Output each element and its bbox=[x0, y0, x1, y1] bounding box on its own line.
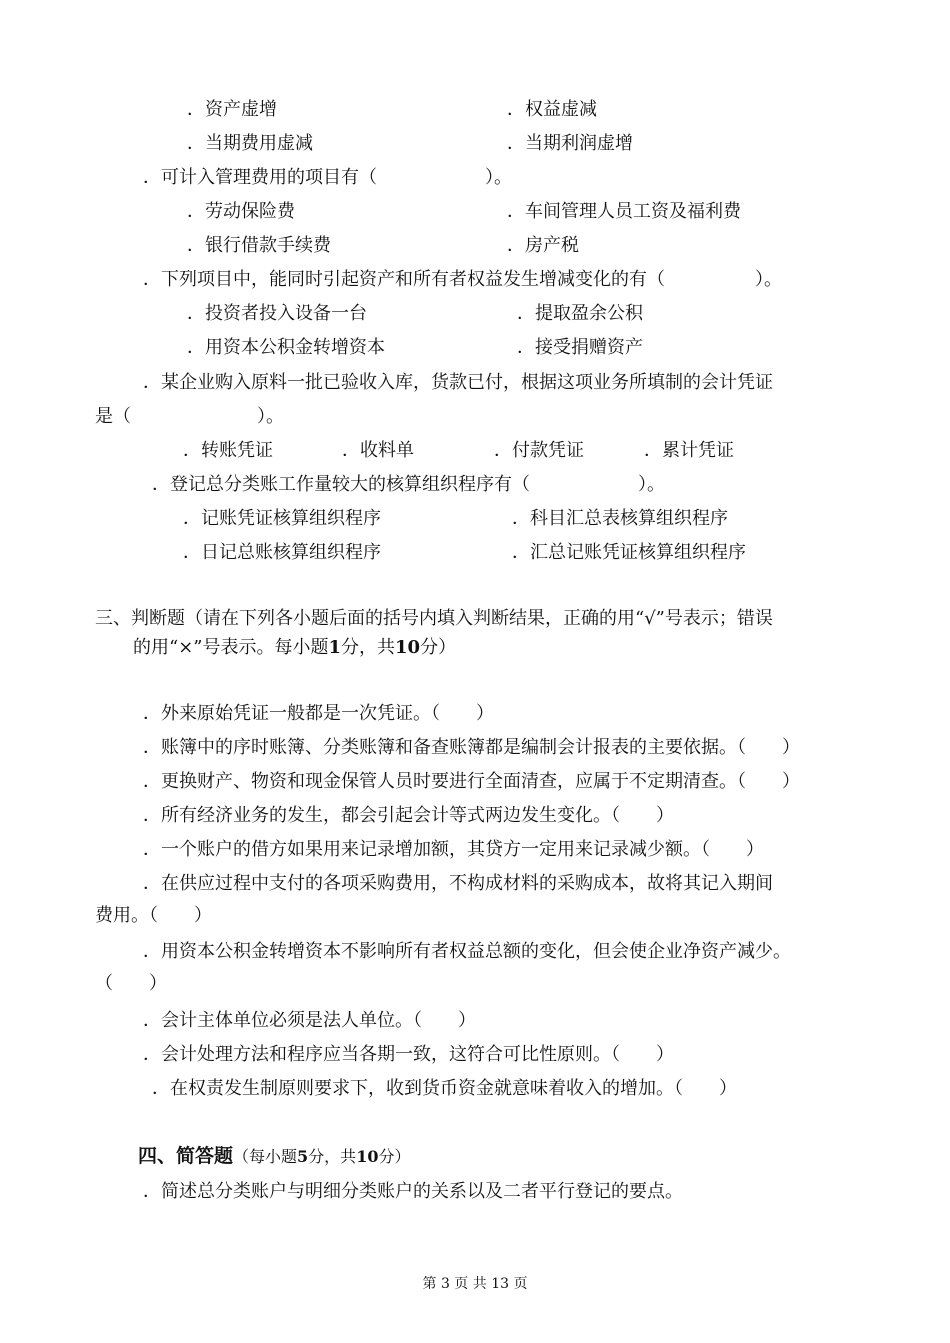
option-a: ．投资者投入设备一台 bbox=[187, 303, 367, 324]
option-d: ．房产税 bbox=[507, 235, 579, 256]
short-answer-item: ．简述总分类账户与明细分类账户的关系以及二者平行登记的要点。 bbox=[143, 1181, 683, 1202]
page-footer: 第 3 页 共 13 页 bbox=[422, 1276, 528, 1292]
tf-item-continuation: （ ） bbox=[95, 973, 167, 994]
tf-item: ．会计处理方法和程序应当各期一致，这符合可比性原则。（ ） bbox=[143, 1044, 674, 1065]
option-a: ．劳动保险费 bbox=[187, 201, 295, 222]
option-d: ．当期利润虚增 bbox=[507, 133, 633, 154]
option-b: ．车间管理人员工资及福利费 bbox=[507, 201, 741, 222]
option-a: ．资产虚增 bbox=[187, 99, 277, 120]
question-stem-line2: 是（ ）。 bbox=[95, 406, 284, 427]
tf-item: ．外来原始凭证一般都是一次凭证。（ ） bbox=[143, 703, 494, 724]
tf-item: ．在权责发生制原则要求下，收到货币资金就意味着收入的增加。（ ） bbox=[152, 1078, 737, 1099]
option-a: ．记账凭证核算组织程序 bbox=[183, 508, 381, 529]
option-a: ．转账凭证 bbox=[183, 440, 273, 461]
tf-item: ．账簿中的序时账簿、分类账簿和备查账簿都是编制会计报表的主要依据。（ ） bbox=[143, 737, 800, 758]
question-stem: ．可计入管理费用的项目有（ ）。 bbox=[143, 167, 512, 188]
option-c: ．日记总账核算组织程序 bbox=[183, 542, 381, 563]
option-c: ．用资本公积金转增资本 bbox=[187, 337, 385, 358]
option-d: ．接受捐赠资产 bbox=[517, 337, 643, 358]
option-b: ．提取盈余公积 bbox=[517, 303, 643, 324]
tf-item: ．更换财产、物资和现金保管人员时要进行全面清查，应属于不定期清查。（ ） bbox=[143, 771, 800, 792]
option-b: ．权益虚减 bbox=[507, 99, 597, 120]
option-c: ．当期费用虚减 bbox=[187, 133, 313, 154]
option-d: ．累计凭证 bbox=[644, 440, 734, 461]
tf-item: ．用资本公积金转增资本不影响所有者权益总额的变化，但会使企业净资产减少。 bbox=[143, 941, 791, 962]
tf-item: ．一个账户的借方如果用来记录增加额，其贷方一定用来记录减少额。（ ） bbox=[143, 839, 764, 860]
option-d: ．汇总记账凭证核算组织程序 bbox=[512, 542, 746, 563]
tf-item: ．所有经济业务的发生，都会引起会计等式两边发生变化。（ ） bbox=[143, 805, 674, 826]
option-c: ．付款凭证 bbox=[494, 440, 584, 461]
question-stem: ．下列项目中，能同时引起资产和所有者权益发生增减变化的有（ ）。 bbox=[143, 269, 782, 290]
section-heading-judgement-line2: 的用“×”号表示。每小题1分，共10分） bbox=[133, 637, 457, 658]
tf-item: ．在供应过程中支付的各项采购费用，不构成材料的采购成本，故将其记入期间 bbox=[143, 873, 773, 894]
tf-item-continuation: 费用。（ ） bbox=[95, 905, 212, 926]
section-heading-judgement: 三、判断题（请在下列各小题后面的括号内填入判断结果，正确的用“√”号表示；错误 bbox=[95, 608, 773, 629]
option-b: ．科目汇总表核算组织程序 bbox=[512, 508, 728, 529]
tf-item: ．会计主体单位必须是法人单位。（ ） bbox=[143, 1010, 476, 1031]
section-heading-short-answer: 四、简答题（每小题5分，共10分） bbox=[138, 1145, 411, 1167]
option-b: ．收料单 bbox=[342, 440, 414, 461]
question-stem: ．登记总分类账工作量较大的核算组织程序有（ ）。 bbox=[152, 474, 665, 495]
option-c: ．银行借款手续费 bbox=[187, 235, 331, 256]
question-stem-line1: ．某企业购入原料一批已验收入库，货款已付，根据这项业务所填制的会计凭证 bbox=[143, 372, 773, 393]
